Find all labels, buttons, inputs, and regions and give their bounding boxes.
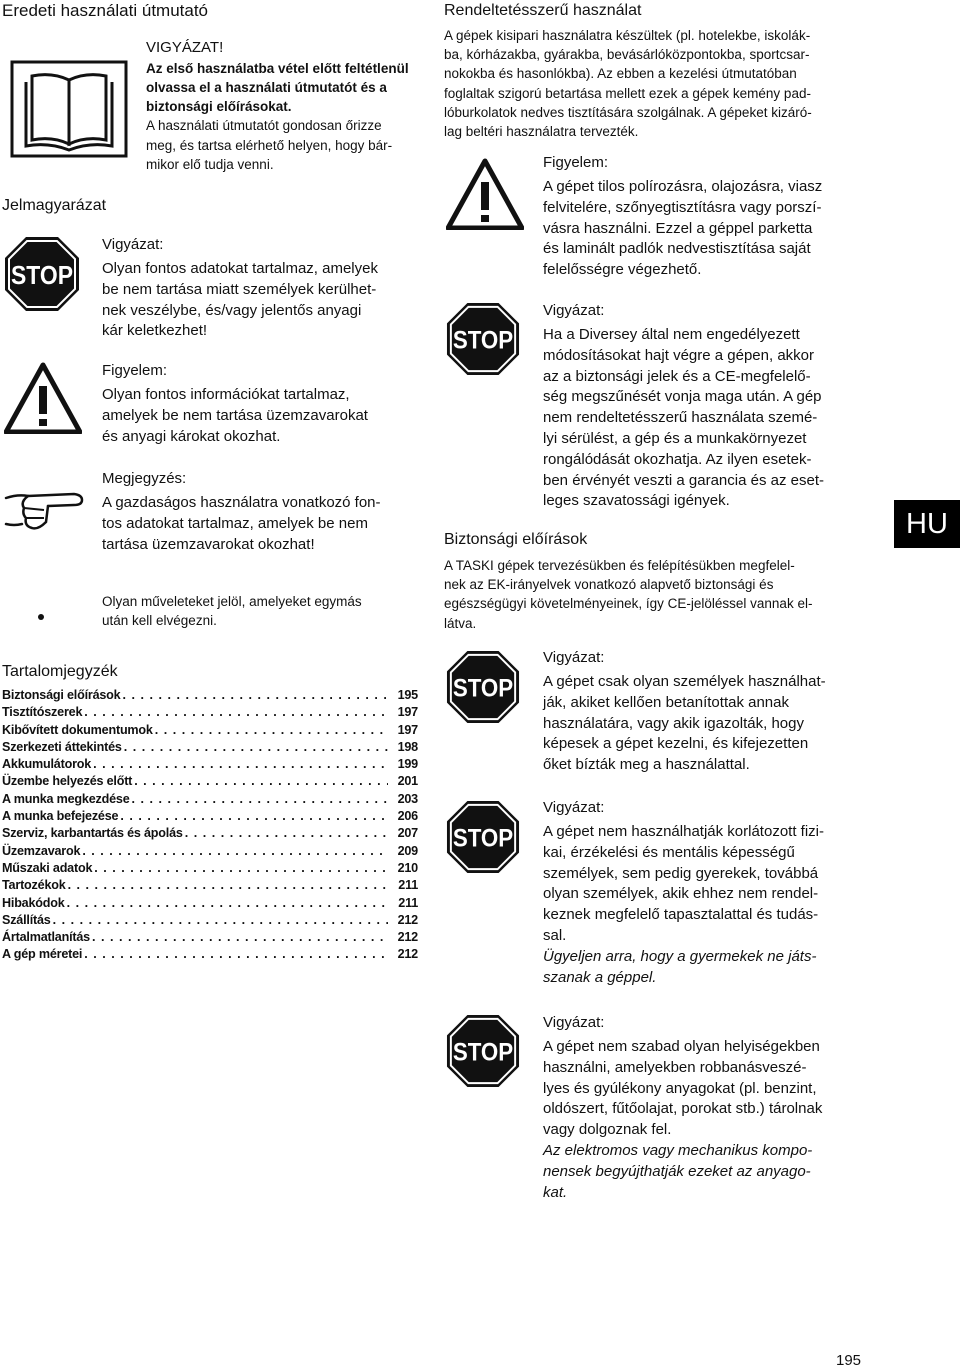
note-text-line: tartása üzemzavarokat okozhat! <box>102 535 315 553</box>
bullet-icon <box>38 614 44 620</box>
document-title: Eredeti használati útmutató <box>2 1 209 20</box>
text-line: ség megszűnését vonja maga után. A gép <box>543 388 822 406</box>
caution-text-line: és anyagi károkat okozhat. <box>102 427 281 445</box>
caution-legend <box>102 360 432 447</box>
text-line: személyek, sem pedig gyerekek, továbbá <box>543 864 819 882</box>
safety-text <box>444 556 880 633</box>
text-line: olyan személyek, akik ehhez nem rendel- <box>543 885 819 903</box>
caution-label: Figyelem: <box>102 362 168 379</box>
text-line: lyi sérülést, a gép és a munkakörnyezet <box>543 429 807 447</box>
section-heading-safety: Biztonsági előírások <box>444 531 588 548</box>
text-line: leges szavatossági igények. <box>543 492 730 510</box>
toc-row[interactable] <box>2 930 418 947</box>
toc-row[interactable] <box>2 757 418 774</box>
text-line: vagy dolgoznak fel. <box>543 1121 672 1139</box>
toc-title: Tartozékok <box>2 878 66 893</box>
stop-sign-icon <box>446 650 520 724</box>
bullet-text-line: után kell elvégezni. <box>102 613 217 629</box>
toc-page: 197 <box>397 705 418 720</box>
stop-text-line: nek veszélybe, és/vagy jelentős anyagi <box>102 301 362 319</box>
intro-line: mikor elő tudja venni. <box>146 156 274 172</box>
italic-text-line: Ügyeljen arra, hogy a gyermekek ne játs- <box>543 947 817 965</box>
toc-heading: Tartalomjegyzék <box>2 663 118 680</box>
warning-label: Vigyázat: <box>543 649 605 666</box>
toc-title: Szerviz, karbantartás és ápolás <box>2 826 183 841</box>
intro-bold-line: olvassa el a használati útmutatót és a <box>146 80 387 95</box>
text-line: az a biztonsági jelek és a CE-megfelelő- <box>543 367 811 385</box>
stop-text-line: kár keletkezhet! <box>102 322 208 340</box>
text-line: látva. <box>444 615 477 631</box>
toc-page: 203 <box>397 791 418 806</box>
stop-sign-icon <box>4 236 80 312</box>
text-line: lyes és gyúlékony anyagokat (pl. benzint, <box>543 1079 817 1097</box>
caution-floor-types <box>543 152 873 281</box>
text-line: ben érvényét veszti a garancia és az eset- <box>543 471 824 489</box>
text-line: lag beltéri használatra tervezték. <box>444 124 639 140</box>
caution-text-line: Olyan fontos információkat tartalmaz, <box>102 386 350 403</box>
toc-row[interactable] <box>2 947 418 964</box>
bullet-text-line: Olyan műveleteket jelöl, amelyeket egymás <box>102 594 362 609</box>
text-line: használatára, vagy akik igazolták, hogy <box>543 714 804 732</box>
pointing-hand-icon <box>4 484 84 534</box>
text-line: egészségügyi követelményeinek, így CE-jelöléssel vannak el- <box>444 596 813 612</box>
stop-label: Vigyázat: <box>102 236 164 253</box>
text-line: foglaltak szigorú betartása mellett ezek a gépek kemény pad- <box>444 85 811 101</box>
toc-title: Üzembe helyezés előtt <box>2 774 133 789</box>
toc-title: Szerkezeti áttekintés <box>2 739 122 754</box>
toc-page: 212 <box>397 930 418 945</box>
toc-page: 207 <box>397 826 418 841</box>
text-line: nokokba és hasonlókba). Az ebben a kezelési útmutatóban <box>444 66 797 82</box>
italic-text-line: kat. <box>543 1183 568 1201</box>
note-text-line: tos adatokat tartalmaz, amelyek be nem <box>102 514 368 532</box>
toc-row[interactable] <box>2 740 418 757</box>
stop-legend <box>102 234 432 342</box>
text-line: A TASKI gépek tervezésükben és felépítésükben megfelel- <box>444 558 795 573</box>
caution-label: Figyelem: <box>543 154 609 171</box>
text-line: módosításokat hajt végre a gépen, akkor <box>543 346 814 364</box>
book-icon <box>10 60 128 158</box>
warning-triangle-icon <box>446 158 524 230</box>
note-legend <box>102 468 432 555</box>
toc-row[interactable] <box>2 688 418 705</box>
text-line: keznek megfelelő tapasztalattal és tudás- <box>543 906 819 924</box>
toc-title: Akkumulátorok <box>2 757 92 772</box>
toc-title: Biztonsági előírások <box>2 688 121 702</box>
text-line: A gépet csak olyan személyek használhat- <box>543 673 826 690</box>
warning-modifications <box>543 300 873 512</box>
text-line: A gépek kisipari használatra készültek (pl. hotelekbe, iskolák- <box>444 28 811 43</box>
warning-explosive-rooms <box>543 1012 873 1203</box>
warning-heading: VIGYÁZAT! <box>146 39 224 56</box>
toc-row[interactable] <box>2 844 418 861</box>
language-tab: HU <box>894 500 960 548</box>
text-line: őket bízták meg a használattal. <box>543 756 750 774</box>
warning-label: Vigyázat: <box>543 302 605 319</box>
table-of-contents <box>2 688 418 965</box>
stop-text-line: Olyan fontos adatokat tartalmaz, amelyek <box>102 260 378 277</box>
toc-row[interactable] <box>2 809 418 826</box>
italic-text-line: szanak a géppel. <box>543 968 657 986</box>
toc-row[interactable] <box>2 723 418 740</box>
intro-warning <box>146 38 426 174</box>
toc-row[interactable] <box>2 705 418 722</box>
stop-sign-icon <box>446 800 520 874</box>
warning-label: Vigyázat: <box>543 799 605 816</box>
legend-heading: Jelmagyarázat <box>2 197 107 214</box>
toc-page: 199 <box>397 757 418 772</box>
toc-page: 212 <box>397 912 418 927</box>
toc-row[interactable] <box>2 861 418 878</box>
stop-sign-text: STOP <box>11 260 73 290</box>
warning-trained-persons <box>543 647 873 776</box>
toc-page: 201 <box>397 774 418 789</box>
text-line: sal. <box>543 926 567 944</box>
toc-title: Kibővített dokumentumok <box>2 722 153 737</box>
note-text-line: A gazdaságos használatra vonatkozó fon- <box>102 494 381 511</box>
intro-line: meg, és tartsa elérhető helyen, hogy bár- <box>146 137 393 153</box>
text-line: nek az EK-irányelvek vonatkozó alapvető biztonsági és <box>444 577 774 593</box>
toc-page: 211 <box>398 895 418 910</box>
toc-title: Szállítás <box>2 912 51 927</box>
text-line: ba, kórházakba, gyárakba, bevásárlóközpontokba, sportcsar- <box>444 47 810 63</box>
stop-sign-text: STOP <box>452 674 514 703</box>
toc-page: 198 <box>397 739 418 754</box>
toc-title: A gép méretei <box>2 947 83 962</box>
intro-bold-line: biztonsági előírásokat. <box>146 99 292 115</box>
toc-page: 212 <box>397 947 418 962</box>
stop-sign-icon <box>446 302 520 376</box>
text-line: rongálódását okozhatja. Az ilyen esetek- <box>543 450 812 468</box>
toc-row[interactable] <box>2 913 418 930</box>
toc-row[interactable] <box>2 792 418 809</box>
toc-row[interactable] <box>2 896 418 913</box>
italic-text-line: Az elektromos vagy mechanikus kompo- <box>543 1141 813 1159</box>
text-line: használni, amelyekben robbanásveszé- <box>543 1058 807 1076</box>
toc-page: 206 <box>397 809 418 824</box>
warning-triangle-icon <box>4 362 82 434</box>
text-line: és laminált padlók nedvestisztítása saját <box>543 240 811 258</box>
text-line: felvitelére, szőnyegtisztításra vagy porszí- <box>543 198 822 216</box>
text-line: A gépet nem használhatják korlátozott fizi- <box>543 823 824 840</box>
text-line: vásra használni. Ezzel a géppel parketta <box>543 219 813 237</box>
intended-use-text <box>444 26 880 141</box>
toc-title: Hibakódok <box>2 895 65 910</box>
stop-sign-text: STOP <box>452 326 514 355</box>
intro-bold-line: Az első használatba vétel előtt feltétlenül <box>146 60 409 76</box>
text-line: A gépet tilos polírozásra, olajozásra, viasz <box>543 178 823 195</box>
text-line: oldószert, fűtőolajat, porokat stb.) tárolnak <box>543 1100 823 1118</box>
toc-page: 211 <box>398 878 418 893</box>
toc-row[interactable] <box>2 826 418 843</box>
toc-title: Műszaki adatok <box>2 860 93 875</box>
stop-text-line: be nem tartása miatt személyek kerülhet- <box>102 280 377 298</box>
stop-sign-text: STOP <box>452 824 514 853</box>
warning-label: Vigyázat: <box>543 1014 605 1031</box>
toc-page: 210 <box>397 860 418 875</box>
toc-title: A munka megkezdése <box>2 791 130 806</box>
toc-title: Tisztítószerek <box>2 705 83 720</box>
toc-row[interactable] <box>2 774 418 791</box>
text-line: kai, érzékelési és mentális képességű <box>543 843 795 861</box>
text-line: felelősségre végezhető. <box>543 261 702 279</box>
section-heading-intended-use: Rendeltetésszerű használat <box>444 2 642 19</box>
toc-page: 197 <box>397 722 418 737</box>
toc-title: Üzemzavarok <box>2 843 81 858</box>
stop-sign-text: STOP <box>452 1038 514 1067</box>
stop-sign-icon <box>446 1014 520 1088</box>
toc-page: 209 <box>397 843 418 858</box>
text-line: lóburkolatok nedves tisztítására szolgálnak. A gépeket kizáró- <box>444 104 812 120</box>
text-line: A gépet nem szabad olyan helyiségekben <box>543 1038 820 1055</box>
toc-title: A munka befejezése <box>2 809 119 824</box>
warning-restricted-persons <box>543 797 873 988</box>
toc-row[interactable] <box>2 878 418 895</box>
toc-title: Ártalmatlanítás <box>2 930 90 945</box>
text-line: Ha a Diversey által nem engedélyezett <box>543 326 800 343</box>
toc-page: 195 <box>397 688 418 702</box>
intro-line: A használati útmutatót gondosan őrizze <box>146 118 382 134</box>
caution-text-line: amelyek be nem tartása üzemzavarokat <box>102 406 368 424</box>
bullet-legend <box>102 592 432 630</box>
note-label: Megjegyzés: <box>102 470 187 487</box>
italic-text-line: nensek begyújthatják ezeket az anyago- <box>543 1162 811 1180</box>
text-line: ják, akiket kellően betanítottak annak <box>543 693 789 711</box>
page-number: 195 <box>836 1352 862 1369</box>
text-line: képesek a gépet kezelni, és kifejezetten <box>543 735 809 753</box>
text-line: nem rendeltetésszerű használata szemé- <box>543 409 818 427</box>
